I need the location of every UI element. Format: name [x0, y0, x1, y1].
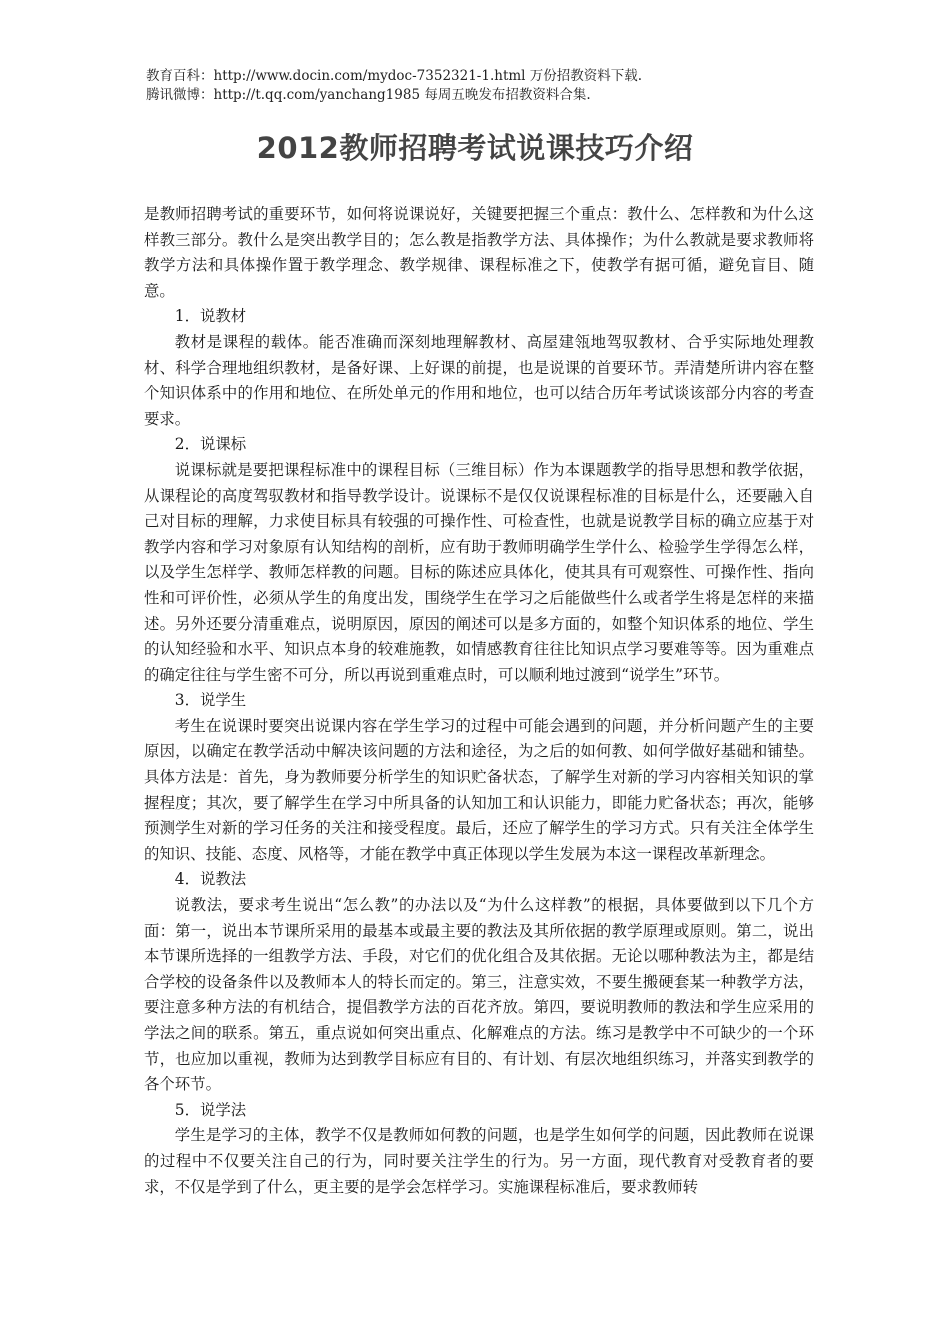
- section-heading-textbook: 1．说教材: [174, 307, 247, 326]
- section-text-teaching-method: 说教法，要求考生说出“怎么教”的办法以及“为什么这样教”的根据，具体要做到以下几个方面：第一，说出本节课所采用的最基本或最主要的教法及其所依据的教学原理或原则。第二，说出本节课所选择的一组教学方法、手段，对它们的优化组合及其依据。无论以哪种教法为主，都是结合学校的设备条件以及教师本人的特长而定的。第三，注意实效，不要生搬硬套某一种教学方法，要注意多种方法的有机结合，提倡教学方法的百花齐放。第四，要说明教师的教法和学生应采用的学法之间的联系。第五，重点说如何突出重点、化解难点的方法。练习是教学中不可缺少的一个环节，也应加以重视，教师为达到教学目标应有目的、有计划、有层次地组织练习，并落实到教学的各个环节。: [144, 896, 814, 1094]
- section-text-textbook: 教材是课程的载体。能否准确而深刻地理解教材、高屋建瓴地驾驭教材、合乎实际地处理教材、科学合理地组织教材，是备好课、上好课的前提，也是说课的首要环节。弄清楚所讲内容在整个知识体系中的作用和地位、在所处单元的作用和地位，也可以结合历年考试谈该部分内容的考查要求。: [144, 332, 814, 428]
- intro-paragraph: 是教师招聘考试的重要环节，如何将说课说好，关键要把握三个重点：教什么、怎样教和为什么这样教三部分。教什么是突出教学目的；怎么教是指教学方法、具体操作；为什么教就是要求教师将教学方法和具体操作置于教学理念、教学规律、课程标准之下，使教学有据可循，避免盲目、随意。: [144, 205, 814, 300]
- section-text-students: 考生在说课时要突出说课内容在学生学习的过程中可能会遇到的问题，并分析问题产生的主要原因，以确定在教学活动中解决该问题的方法和途径，为之后的如何教、如何学做好基础和铺垫。具体方法是：首先，身为教师要分析学生的知识贮备状态，了解学生对新的学习内容相关知识的掌握程度；其次，要了解学生在学习中所具备的认知加工和认识能力，即能力贮备状态；再次，能够预测学生对新的学习任务的关注和接受程度。最后，还应了解学生的学习方式。只有关注全体学生的知识、技能、态度、风格等，才能在教学中真正体现以学生发展为本这一课程改革新理念。: [144, 716, 814, 863]
- section-heading-teaching-method: 4．说教法: [174, 870, 247, 889]
- article-body: [144, 202, 814, 1200]
- section-heading-students: 3．说学生: [174, 691, 247, 710]
- section-heading-standards: 2．说课标: [174, 435, 247, 454]
- page-header: [146, 67, 642, 105]
- section-text-learning-method: 学生是学习的主体，教学不仅是教师如何教的问题，也是学生如何学的问题，因此教师在说课的过程中不仅要关注自己的行为，同时要关注学生的行为。另一方面，现代教育对受教育者的要求，不仅是学到了什么，更主要的是学会怎样学习。实施课程标准后，要求教师转: [144, 1126, 814, 1196]
- section-heading-learning-method: 5．说学法: [174, 1100, 247, 1119]
- page-title: 2012教师招聘考试说课技巧介绍: [256, 131, 694, 165]
- header-line-weibo: 腾讯微博：http://t.qq.com/yanchang1985 每周五晚发布招教资料合集.: [146, 87, 591, 103]
- header-line-docin: 教育百科：http://www.docin.com/mydoc-7352321-1.html 万份招教资料下载.: [146, 68, 643, 84]
- section-text-standards: 说课标就是要把课程标准中的课程目标（三维目标）作为本课题教学的指导思想和教学依据，从课程论的高度驾驭教材和指导教学设计。说课标不是仅仅说课程标准的目标是什么，还要融入自己对目标的理解，力求使目标具有较强的可操作性、可检查性，也就是说教学目标的确立应基于对教学内容和学习对象原有认知结构的剖析，应有助于教师明确学生学什么、检验学生学得怎么样，以及学生怎样学、教师怎样教的问题。目标的陈述应具体化，使其具有可观察性、可操作性、指向性和可评价性，必须从学生的角度出发，围绕学生在学习之后能做些什么或者学生将是怎样的来描述。另外还要分清重难点，说明原因，原因的阐述可以是多方面的，如整个知识体系的地位、学生的认知经验和水平、知识点本身的较难施教，如情感教育往往比知识点学习要难等等。因为重难点的确定往往与学生密不可分，所以再说到重难点时，可以顺利地过渡到“说学生”环节。: [144, 460, 814, 684]
